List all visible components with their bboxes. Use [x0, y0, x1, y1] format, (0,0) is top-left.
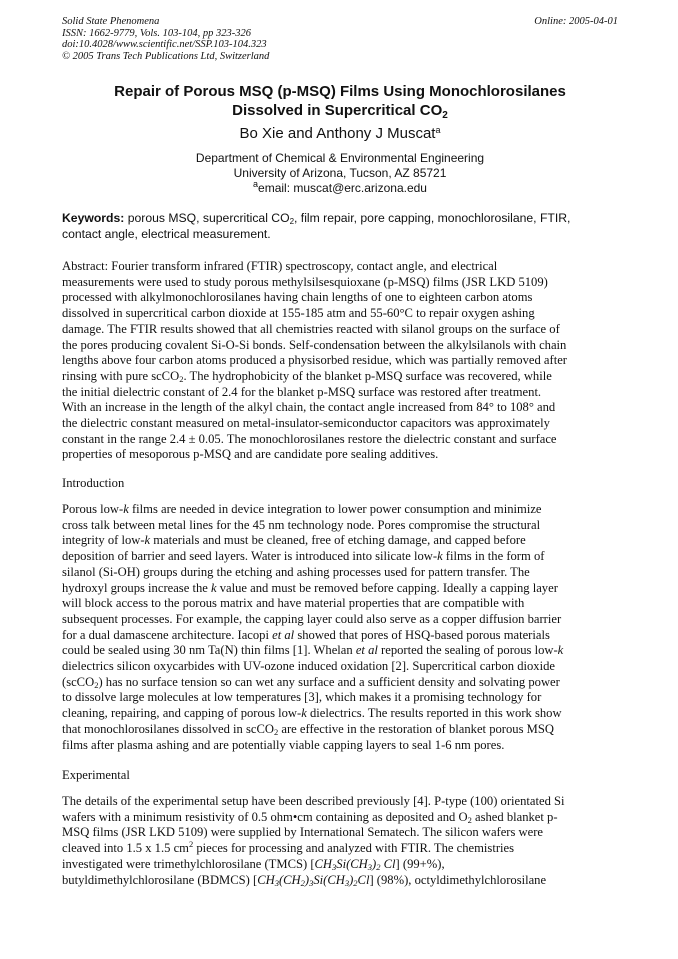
author-email: $^a$email: muscat@erc.arizona.edu [253, 179, 427, 195]
issn-line: ISSN: 1662-9779, Vols. 103-104, pp 323-326 [62, 27, 251, 39]
tmcs-formula-line: investigated were trimethylchlorosilane (TMCS) [$CH_3Si(CH_3)_2$ Cl] (99+%), [62, 856, 445, 872]
title-line-2: Dissolved in Supercritical $CO_2$ [232, 102, 448, 121]
section-heading-introduction: Introduction [62, 476, 125, 490]
keywords-label: Keywords: [62, 211, 125, 225]
keywords-section: Keywords: porous MSQ, supercritical $CO_2$, film repair, pore capping, monochlorosilane, FTIR, contact angle, electrical measurement. [62, 211, 571, 241]
title-line-1: Repair of Porous MSQ (p-MSQ) Films Using Monochlorosilanes [114, 83, 566, 100]
introduction-paragraph: Porous low-k films are needed in device integration to lower power consumption and minimize cross talk between metal lines for the 45 nm technology node. Pores compromise the structural integrity of low-k materials and must be cleaned, free of etching damage, and capped before deposition of barrier and seed layers. Water is introduced into silicate low-k films in the form of silanol (Si-OH) groups during the etching and ashing processes used for pattern transfer. The hydroxyl groups increase the k value and must be removed before capping. Ideally a capping layer will block access to the porous matrix and have material properties that are compatible with subsequent processes. For example, the capping layer could also serve as a copper diffusion barrier for a dual damascene architecture. Iacopi et al showed that pores of HSQ-based porous materials could be sealed using 30 nm Ta(N) thin films [1]. Whelan et al reported the sealing of porous low-k dielectrics silicon oxycarbides with UV-ozone induced oxidation [2]. Supercritical carbon dioxide (scCO$_2$) has no surface tension so can wet any surface and a sufficient density and solvating power to dissolve large molecules at low temperatures [3], which makes it a promising technology for cleaning, repairing, and capping of porous low-k dielectrics. The results reported in this work show that monochlorosilanes dissolved in scCO$_2$ are effective in the restoration of blanket porous MSQ films after plasma ashing and are potentially viable capping layers to seal 1-6 nm pores. [62, 502, 564, 752]
journal-header [62, 16, 618, 62]
doi-line: doi:10.4028/www.scientific.net/SSP.103-104.323 [62, 39, 267, 50]
online-date: Online: 2005-04-01 [534, 16, 618, 27]
section-heading-experimental: Experimental [62, 768, 130, 782]
bdmcs-formula-line: butyldimethylchlorosilane (BDMCS) $[CH_3(CH_2)_3Si(CH_3)_2Cl]$ (98%), octyldimethylchlorosilane [62, 872, 547, 888]
copyright-line: © 2005 Trans Tech Publications Ltd, Switzerland [62, 50, 270, 62]
experimental-paragraph: The details of the experimental setup have been described previously [4]. P-type (100) orientated Si wafers with a minimum resistivity of 0.5 ohm•cm containing as deposited and $O_2$ ashed blanket p- MSQ films (JSR LKD 5109) were supplied by International Sematech. The silicon wafers were cleaved into 1.5 x 1.5 $cm^2$ pieces for processing and analyzed with FTIR. The chemistries investigated were trimethylchlorosilane (TMCS) [$CH_3Si(CH_3)_2$ Cl] (99+%), butyldimethylchlorosilane (BDMCS) $[CH_3(CH_2)_3Si(CH_3)_2Cl]$ (98%), octyldimethylchlorosilane [62, 794, 618, 888]
affiliation: Department of Chemical & Environmental Engineering University of Arizona, Tucson, AZ 85721 [195, 151, 485, 180]
journal-name: Solid State Phenomena [62, 16, 160, 27]
author-list: Bo Xie and Anthony J Muscat$^a$ [239, 125, 441, 142]
abstract-paragraph: Abstract: Fourier transform infrared (FTIR) spectroscopy, contact angle, and electrical measurements were used to study porous methylsilsesquioxane (p-MSQ) films (JSR LKD 5109) processed with alkylmonochlorosilanes having chain lengths of one to eighteen carbon atoms dissolved in supercritical carbon dioxide at 155-185 atm and 55-60°C to repair oxygen ashing damage. The FTIR results showed that all chemistries reacted with silanol groups on the surface of the pores producing covalent Si-O-Si bonds. Self-condensation between the alkylsilanols with chain lengths above four carbon atoms produced a physisorbed residue, which was partially removed after rinsing with pure scCO$_2$. The hydrophobicity of the blanket p-MSQ surface was recovered, while the initial dielectric constant of 2.4 for the blanket p-MSQ surface was restored after treatment. With an increase in the length of the alkyl chain, the contact angle increased from 84° to 108° and the dielectric constant measured on metal-insulator-semiconductor capacitors was approximately constant in the range 2.4 ± 0.05. The monochlorosilanes restore the dielectric constant and surface properties of mesoporous p-MSQ and are candidate pore sealing additives. [62, 259, 567, 462]
paper-title [62, 82, 618, 120]
